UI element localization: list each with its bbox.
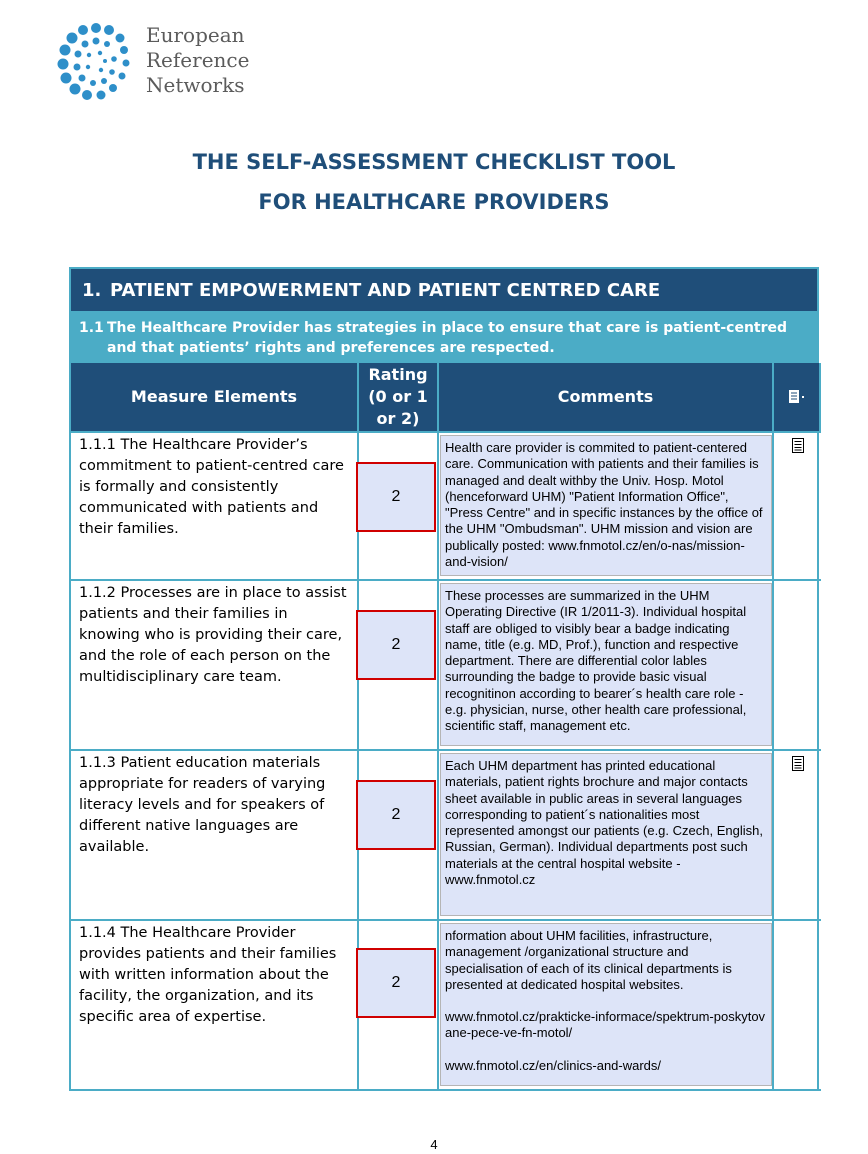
document-title-line2: FOR HEALTHCARE PROVIDERS xyxy=(258,190,610,214)
document-title-line1: THE SELF-ASSESSMENT CHECKLIST TOOL xyxy=(192,150,676,174)
comments-cell xyxy=(439,751,774,921)
measure-element-cell: 1.1.3 Patient education materials appropriate for readers of varying literacy levels and for speakers of different native languages are available. xyxy=(71,751,359,921)
header-comments: Comments xyxy=(439,363,774,433)
standard-header xyxy=(69,311,819,363)
header-rating-line: (0 or 1 xyxy=(368,387,428,406)
measure-element-cell: 1.1.2 Processes are in place to assist patients and their families in knowing who is providing their care, and the role of each person on the multidisciplinary care team. xyxy=(71,581,359,751)
measure-element-cell: 1.1.4 The Healthcare Provider provides patients and their families with written information about the facility, the organization, and its specific area of expertise. xyxy=(71,921,359,1091)
rating-input[interactable]: 2 xyxy=(356,462,436,532)
header-rating-line: Rating xyxy=(368,365,428,384)
header-measure-elements: Measure Elements xyxy=(71,363,359,433)
comment-text: Each UHM department has printed educational materials, patient rights brochure and major contacts sheet available in public areas in several languages corresponding to patient´s nationalities most represented amongst our patients (e.g. Czech, English, Russian, German). Individual departments post such materials at the central hospital website - www.fnmotol.cz xyxy=(445,758,763,888)
rating-cell xyxy=(359,751,439,921)
measure-element-cell: 1.1.1 The Healthcare Provider’s commitment to patient-centred care is formally and consistently communicated with patients and their families. xyxy=(71,433,359,581)
comment-field[interactable] xyxy=(440,923,772,1086)
comments-cell xyxy=(439,921,774,1091)
comment-link[interactable]: www.fnmotol.cz/en/clinics-and-wards/ xyxy=(445,1057,662,1073)
section-header xyxy=(69,267,819,311)
attachment-cell xyxy=(774,921,821,1091)
standard-number: 1.1 xyxy=(79,320,104,336)
comments-cell xyxy=(439,433,774,581)
rating-input[interactable]: 2 xyxy=(356,780,436,850)
rating-input[interactable]: 2 xyxy=(356,948,436,1018)
comment-field[interactable] xyxy=(440,583,772,746)
document-dropdown-icon[interactable] xyxy=(787,389,807,405)
header-rating-line: or 2) xyxy=(376,409,420,428)
header-rating xyxy=(359,363,439,433)
rating-input[interactable]: 2 xyxy=(356,610,436,680)
attachment-cell xyxy=(774,433,821,581)
ern-logo xyxy=(56,20,276,100)
comment-link[interactable]: www.fnmotol.cz/prakticke-informace/spektrum-poskytovane-pece-ve-fn-motol/ xyxy=(445,1009,766,1041)
standard-text: The Healthcare Provider has strategies in place to ensure that care is patient-centred and that patients’ rights and preferences are respected. xyxy=(107,320,788,356)
comment-field[interactable] xyxy=(440,753,772,916)
header-icon-cell[interactable] xyxy=(774,363,821,433)
comment-text: nformation about UHM facilities, infrastructure, management /organizational structure and specialisation of each of its clinical departments is presented at dedicated hospital websites. xyxy=(445,928,732,992)
attachment-cell xyxy=(774,751,821,921)
logo-line: Networks xyxy=(146,73,245,97)
logo-line: Reference xyxy=(146,48,250,72)
ern-dots-icon xyxy=(56,20,136,102)
section-title: PATIENT EMPOWERMENT AND PATIENT CENTRED CARE xyxy=(110,280,661,301)
comment-text: Health care provider is commited to patient-centered care. Communication with patients and their families is managed and dealt withby the Univ. Hosp. Motol (henceforward UHM) "Patient Information Office", "Press Centre" and in specific instances by the office of the UHM "Ombudsman". UHM mission and vision are publically posted: www.fnmotol.cz/en/o-nas/mission-and-vision/ xyxy=(445,440,763,570)
rating-cell xyxy=(359,921,439,1091)
page-number: 4 xyxy=(430,1137,438,1152)
rating-cell xyxy=(359,581,439,751)
rating-cell xyxy=(359,433,439,581)
checklist-table xyxy=(69,267,819,1091)
logo-line: European xyxy=(146,23,245,47)
comments-cell xyxy=(439,581,774,751)
attachment-cell xyxy=(774,581,821,751)
comment-field[interactable] xyxy=(440,435,772,576)
measures-grid xyxy=(69,363,819,1091)
logo-wordmark xyxy=(146,23,249,98)
comment-text: These processes are summarized in the UHM Operating Directive (IR 1/2011-3). Individual hospital staff are obliged to visibly bear a badge indicating name, title (e.g. MD, Prof.), function and respective department. There are differential color lables surrounding the badge to provide basic visual recognitinon according to bearer´s health care role - e.g. physician, nurse, other health care professional, scientific staff, management etc. xyxy=(445,588,747,734)
document-icon[interactable] xyxy=(792,438,804,453)
document-icon[interactable] xyxy=(792,756,804,771)
section-number: 1. xyxy=(82,280,102,301)
